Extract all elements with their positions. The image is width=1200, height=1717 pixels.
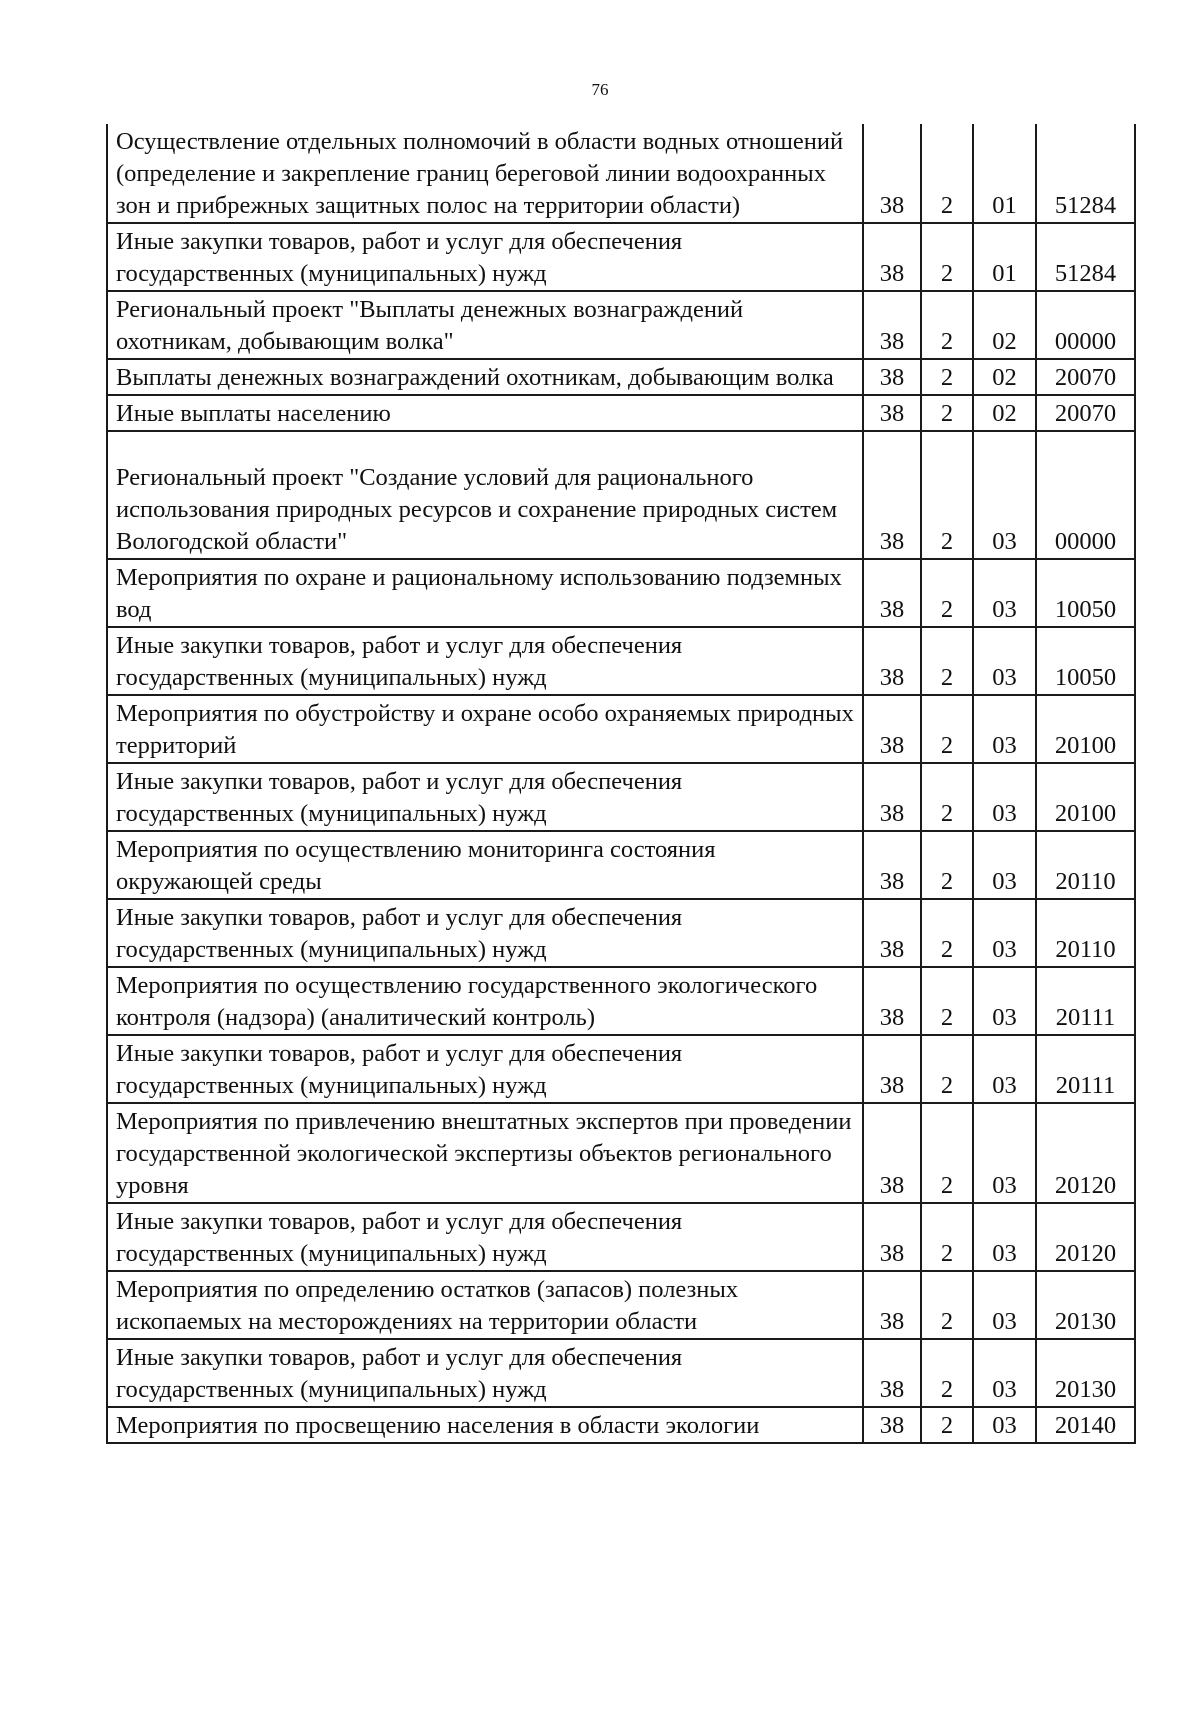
code-subprogram: 2 [921, 559, 973, 627]
code-direction: 51284 [1036, 223, 1135, 291]
code-gp: 38 [863, 1103, 921, 1203]
table-body [107, 124, 1135, 1443]
code-subprogram: 2 [921, 1203, 973, 1271]
row-description: Иные закупки товаров, работ и услуг для обеспечения государственных (муниципальных) нужд [107, 899, 863, 967]
code-subprogram: 2 [921, 291, 973, 359]
row-description: Мероприятия по определению остатков (запасов) полезных ископаемых на месторождениях на территории области [107, 1271, 863, 1339]
code-subprogram: 2 [921, 763, 973, 831]
code-direction: 20070 [1036, 359, 1135, 395]
code-gp: 38 [863, 831, 921, 899]
code-gp: 38 [863, 223, 921, 291]
code-project: 02 [973, 359, 1036, 395]
code-direction: 20110 [1036, 899, 1135, 967]
table-row [107, 1103, 1135, 1203]
code-gp: 38 [863, 627, 921, 695]
code-subprogram: 2 [921, 695, 973, 763]
code-gp: 38 [863, 395, 921, 431]
row-description: Мероприятия по осуществлению мониторинга состояния окружающей среды [107, 831, 863, 899]
code-subprogram: 2 [921, 1407, 973, 1443]
table-row [107, 291, 1135, 359]
table-row [107, 763, 1135, 831]
code-gp: 38 [863, 1407, 921, 1443]
code-direction: 10050 [1036, 627, 1135, 695]
table-row [107, 899, 1135, 967]
code-project: 03 [973, 1271, 1036, 1339]
table-row [107, 559, 1135, 627]
code-gp: 38 [863, 291, 921, 359]
code-gp: 38 [863, 1271, 921, 1339]
code-project: 03 [973, 1035, 1036, 1103]
code-gp: 38 [863, 899, 921, 967]
code-project: 03 [973, 763, 1036, 831]
code-project: 03 [973, 899, 1036, 967]
table-row [107, 627, 1135, 695]
code-direction: 20140 [1036, 1407, 1135, 1443]
code-subprogram: 2 [921, 1339, 973, 1407]
code-subprogram: 2 [921, 431, 973, 559]
code-project: 03 [973, 559, 1036, 627]
code-project: 01 [973, 124, 1036, 223]
code-direction: 20130 [1036, 1339, 1135, 1407]
code-direction: 00000 [1036, 291, 1135, 359]
table-row [107, 967, 1135, 1035]
code-direction: 20120 [1036, 1203, 1135, 1271]
code-direction: 20130 [1036, 1271, 1135, 1339]
code-project: 03 [973, 431, 1036, 559]
row-description: Иные закупки товаров, работ и услуг для обеспечения государственных (муниципальных) нужд [107, 1035, 863, 1103]
code-project: 03 [973, 1407, 1036, 1443]
code-gp: 38 [863, 559, 921, 627]
row-description: Мероприятия по осуществлению государственного экологического контроля (надзора) (аналитический контроль) [107, 967, 863, 1035]
code-direction: 20100 [1036, 695, 1135, 763]
code-subprogram: 2 [921, 395, 973, 431]
code-gp: 38 [863, 1203, 921, 1271]
code-direction: 20111 [1036, 967, 1135, 1035]
table-row [107, 1407, 1135, 1443]
table-row [107, 831, 1135, 899]
code-project: 03 [973, 831, 1036, 899]
code-subprogram: 2 [921, 1103, 973, 1203]
row-description: Иные закупки товаров, работ и услуг для обеспечения государственных (муниципальных) нужд [107, 1203, 863, 1271]
code-direction: 20110 [1036, 831, 1135, 899]
code-project: 03 [973, 967, 1036, 1035]
table-row [107, 124, 1135, 223]
row-description: Иные закупки товаров, работ и услуг для обеспечения государственных (муниципальных) нужд [107, 763, 863, 831]
table-row [107, 395, 1135, 431]
code-direction: 10050 [1036, 559, 1135, 627]
code-subprogram: 2 [921, 967, 973, 1035]
table-row [107, 223, 1135, 291]
code-subprogram: 2 [921, 627, 973, 695]
code-project: 03 [973, 695, 1036, 763]
code-subprogram: 2 [921, 1271, 973, 1339]
table-row [107, 1203, 1135, 1271]
code-direction: 20120 [1036, 1103, 1135, 1203]
row-description: Осуществление отдельных полномочий в области водных отношений (определение и закрепление границ береговой линии водоохранных зон и прибрежных защитных полос на территории области) [107, 124, 863, 223]
table-row [107, 431, 1135, 559]
row-description: Мероприятия по привлечению внештатных экспертов при проведении государственной экологической экспертизы объектов регионального уровня [107, 1103, 863, 1203]
row-description: Выплаты денежных вознаграждений охотникам, добывающим волка [107, 359, 863, 395]
code-gp: 38 [863, 1035, 921, 1103]
code-direction: 00000 [1036, 431, 1135, 559]
code-gp: 38 [863, 763, 921, 831]
code-gp: 38 [863, 695, 921, 763]
code-project: 03 [973, 1203, 1036, 1271]
code-gp: 38 [863, 124, 921, 223]
row-description: Иные выплаты населению [107, 395, 863, 431]
code-direction: 20111 [1036, 1035, 1135, 1103]
code-gp: 38 [863, 431, 921, 559]
code-subprogram: 2 [921, 1035, 973, 1103]
table-row [107, 695, 1135, 763]
code-gp: 38 [863, 359, 921, 395]
code-project: 01 [973, 223, 1036, 291]
table-row [107, 1271, 1135, 1339]
code-subprogram: 2 [921, 359, 973, 395]
code-project: 02 [973, 291, 1036, 359]
row-description: Региональный проект "Выплаты денежных вознаграждений охотникам, добывающим волка" [107, 291, 863, 359]
row-description: Иные закупки товаров, работ и услуг для обеспечения государственных (муниципальных) нужд [107, 223, 863, 291]
code-subprogram: 2 [921, 124, 973, 223]
code-direction: 20100 [1036, 763, 1135, 831]
budget-classification-table [106, 124, 1136, 1444]
row-description: Иные закупки товаров, работ и услуг для обеспечения государственных (муниципальных) нужд [107, 627, 863, 695]
code-project: 02 [973, 395, 1036, 431]
code-subprogram: 2 [921, 899, 973, 967]
code-gp: 38 [863, 967, 921, 1035]
table-row [107, 359, 1135, 395]
table-row [107, 1035, 1135, 1103]
code-project: 03 [973, 1339, 1036, 1407]
table-row [107, 1339, 1135, 1407]
row-description: Мероприятия по охране и рациональному использованию подземных вод [107, 559, 863, 627]
page-number: 76 [591, 80, 609, 99]
code-project: 03 [973, 627, 1036, 695]
code-direction: 20070 [1036, 395, 1135, 431]
code-subprogram: 2 [921, 831, 973, 899]
row-description: Мероприятия по обустройству и охране особо охраняемых природных территорий [107, 695, 863, 763]
row-description: Региональный проект "Создание условий для рационального использования природных ресурсов и сохранение природных систем Вологодской области" [107, 431, 863, 559]
code-gp: 38 [863, 1339, 921, 1407]
code-project: 03 [973, 1103, 1036, 1203]
row-description: Мероприятия по просвещению населения в области экологии [107, 1407, 863, 1443]
code-subprogram: 2 [921, 223, 973, 291]
row-description: Иные закупки товаров, работ и услуг для обеспечения государственных (муниципальных) нужд [107, 1339, 863, 1407]
code-direction: 51284 [1036, 124, 1135, 223]
